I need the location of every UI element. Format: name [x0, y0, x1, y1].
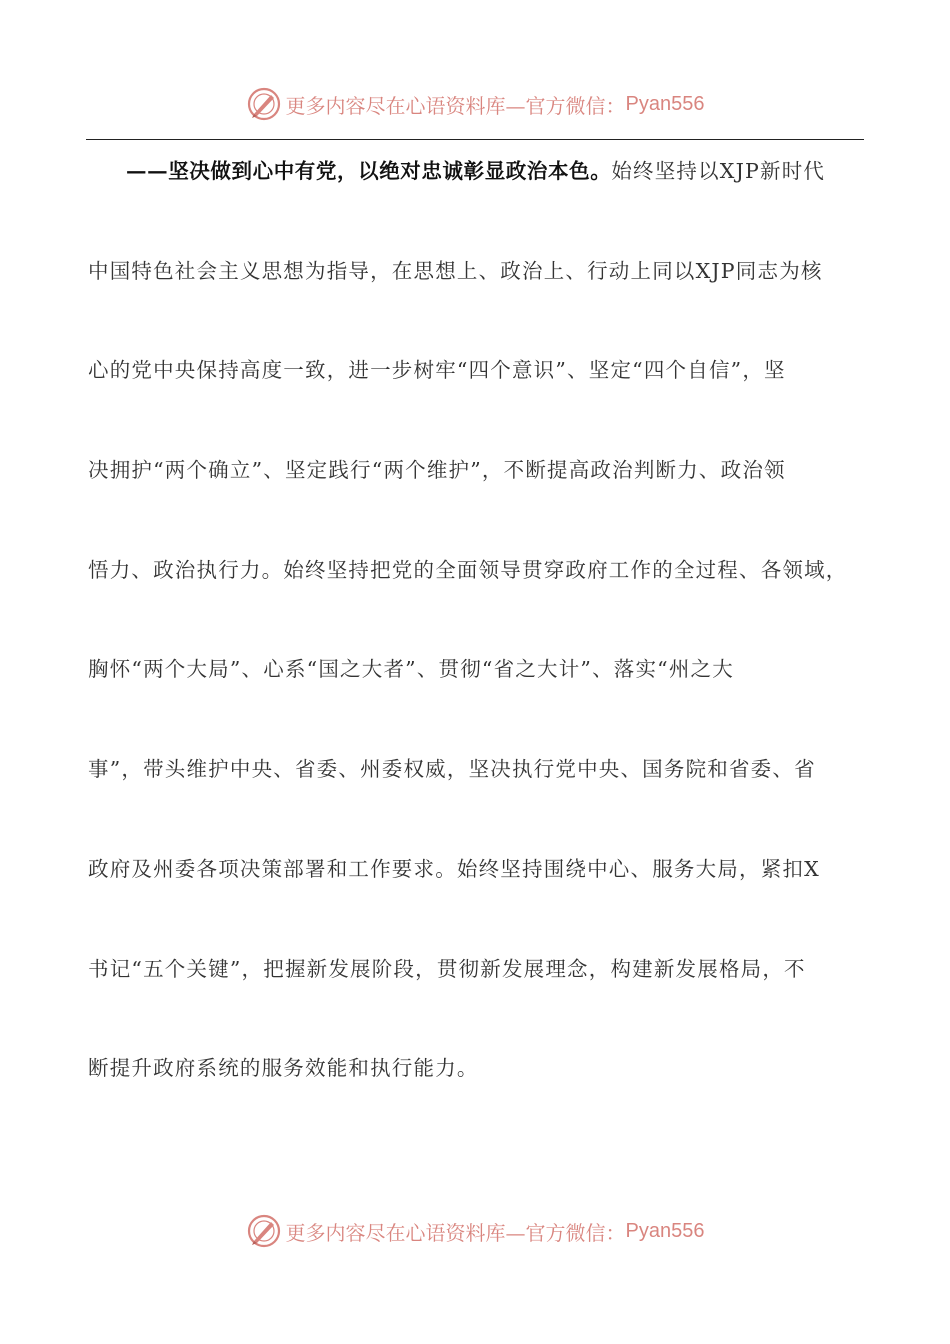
paragraph-line: 政府及州委各项决策部署和工作要求。始终坚持围绕中心、服务大局，紧扣X: [88, 856, 820, 881]
paragraph-line: 胸怀“两个大局”、心系“国之大者”、贯彻“省之大计”、落实“州之大: [88, 657, 734, 682]
footer-watermark: [0, 1211, 950, 1251]
paragraph-line: 心的党中央保持高度一致，进一步树牢“四个意识”、坚定“四个自信”，坚: [88, 358, 786, 383]
watermark-text: 更多内容尽在心语资料库—官方微信：: [285, 1220, 626, 1245]
paragraph-line: 决拥护“两个确立”、坚定践行“两个维护”，不断提高政治判断力、政治领: [88, 458, 786, 483]
watermark-text: 更多内容尽在心语资料库—官方微信：: [285, 93, 626, 118]
watermark-wechat-id: Pyan556: [625, 92, 705, 115]
pen-logo-icon: [246, 86, 282, 122]
paragraph-line: 书记“五个关键”，把握新发展阶段，贯彻新发展理念，构建新发展格局，不: [88, 956, 806, 981]
paragraph-line: 悟力、政治执行力。始终坚持把党的全面领导贯穿政府工作的全过程、各领域，: [88, 557, 848, 582]
header-divider: [86, 139, 864, 140]
paragraph-line: 中国特色社会主义思想为指导，在思想上、政治上、行动上同以XJP同志为核: [88, 258, 823, 283]
paragraph-line: [88, 146, 860, 246]
paragraph-text: 始终坚持以XJP新时代: [611, 159, 826, 183]
paragraph-line: 断提升政府系统的服务效能和执行能力。: [88, 1056, 479, 1081]
pen-logo-icon: [246, 1213, 282, 1249]
watermark-wechat-id: Pyan556: [625, 1219, 705, 1242]
document-body: [88, 146, 860, 1143]
header-watermark: [0, 84, 950, 124]
paragraph-lead-heading: ——坚决做到心中有党，以绝对忠诚彰显政治本色。: [126, 159, 612, 183]
paragraph-line: 事”，带头维护中央、省委、州委权威，坚决执行党中央、国务院和省委、省: [88, 757, 816, 782]
